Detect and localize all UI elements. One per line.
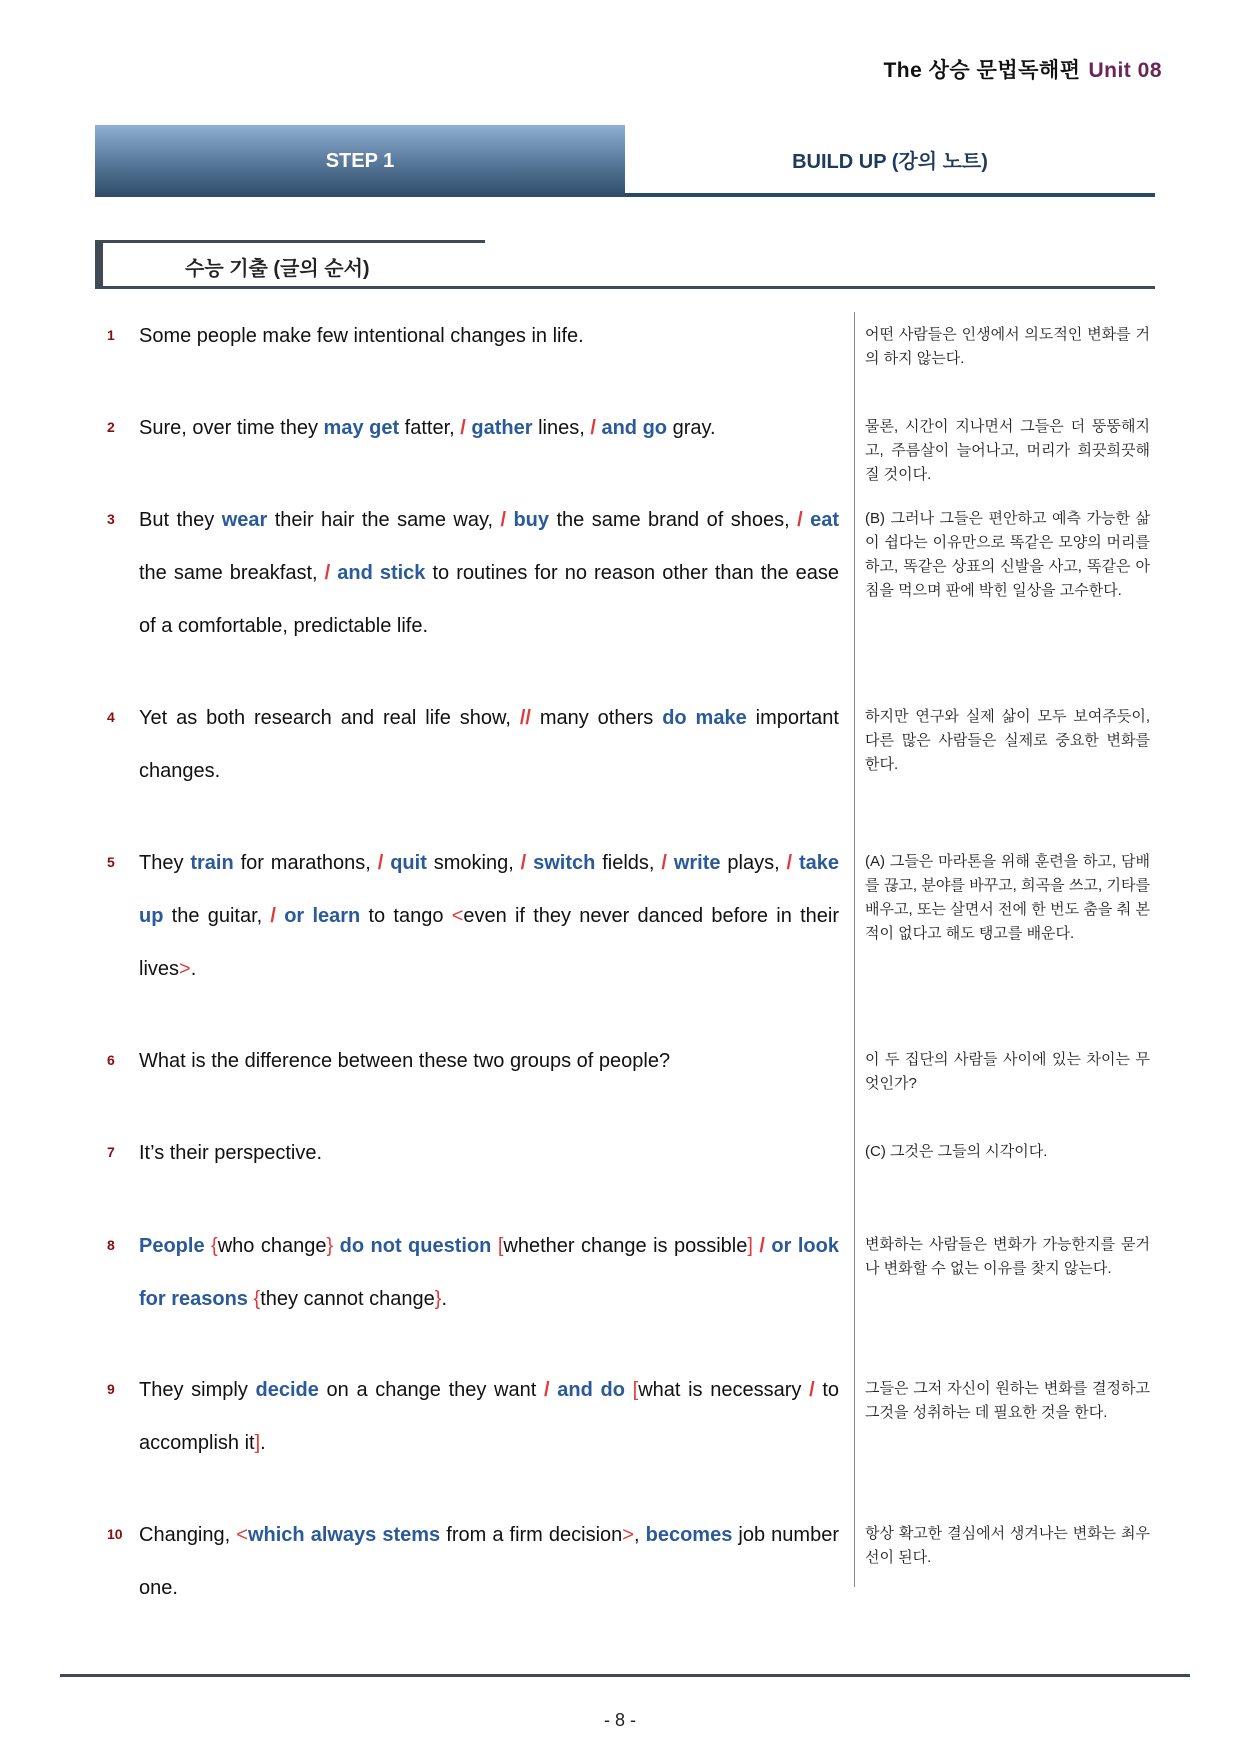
- text-run: [803, 509, 810, 531]
- column-divider: [854, 312, 855, 1587]
- slash-marker: /: [661, 852, 667, 874]
- text-run: they cannot change: [260, 1288, 435, 1310]
- text-run: on a change they want: [318, 1379, 544, 1401]
- verb-highlight: do make: [662, 707, 747, 729]
- bracket-marker: [: [632, 1379, 639, 1401]
- text-run: what is necessary: [638, 1379, 810, 1401]
- slash-marker: /: [520, 852, 527, 874]
- korean-translation: 변화하는 사람들은 변화가 가능한지를 묻거나 변화할 수 없는 이유를 찾지 않는다.: [865, 1236, 1150, 1277]
- bracket-marker: }: [434, 1288, 442, 1310]
- verb-highlight: or learn: [284, 905, 361, 927]
- text-run: to accomplish it: [139, 1379, 840, 1454]
- slash-marker: /: [797, 509, 803, 531]
- korean-translation: 어떤 사람들은 인생에서 의도적인 변화를 거의 하지 않는다.: [865, 326, 1150, 367]
- slash-marker: /: [809, 1379, 815, 1401]
- text-run: whether change is possible: [503, 1235, 748, 1257]
- sentence-number: 2: [107, 419, 115, 435]
- english-sentence: [139, 1364, 839, 1470]
- verb-highlight: wear: [221, 509, 268, 531]
- text-run: to routines for no reason other than the ease of a comfortable, predictable life.: [139, 562, 840, 637]
- slash-marker: //: [519, 707, 531, 729]
- text-run: Sure, over time they: [139, 417, 324, 439]
- verb-highlight: and go: [601, 417, 668, 439]
- verb-highlight: and do: [557, 1379, 625, 1401]
- footer-rule: [60, 1674, 1190, 1677]
- bracket-marker: <: [236, 1524, 248, 1546]
- english-sentence: [139, 402, 839, 455]
- slash-marker: /: [590, 417, 596, 439]
- slash-marker: /: [786, 852, 793, 874]
- slash-marker: /: [377, 852, 384, 874]
- korean-translation: 물론, 시간이 지나면서 그들은 더 뚱뚱해지고, 주름살이 늘어나고, 머리가 희끗희끗해질 것이다.: [865, 418, 1150, 483]
- text-run: the same breakfast,: [139, 562, 325, 584]
- english-sentence: [139, 837, 839, 996]
- text-run: fatter,: [399, 417, 461, 439]
- text-run: .: [441, 1288, 448, 1310]
- sentence-number: 5: [107, 854, 115, 870]
- unit-label: Unit 08: [1088, 59, 1162, 82]
- verb-highlight: eat: [810, 509, 839, 531]
- section-title: 수능 기출 (글의 순서): [185, 258, 370, 280]
- sentence-number: 9: [107, 1381, 115, 1397]
- text-run: Yet as both research and real life show,: [139, 707, 520, 729]
- text-run: smoking,: [426, 852, 521, 874]
- text-run: ,: [633, 1524, 646, 1546]
- sentence-number: 7: [107, 1144, 115, 1160]
- text-run: their hair the same way,: [267, 509, 501, 531]
- text-run: They simply: [139, 1379, 256, 1401]
- text-run: even if they never danced before in their lives: [139, 905, 839, 980]
- verb-highlight: which always stems: [247, 1524, 441, 1546]
- verb-highlight: People: [139, 1235, 205, 1257]
- text-run: Some people make few intentional changes in life.: [139, 325, 584, 347]
- sentence-number: 8: [107, 1237, 115, 1253]
- sentence-number: 10: [107, 1526, 123, 1542]
- slash-marker: /: [460, 417, 466, 439]
- bracket-marker: >: [179, 958, 191, 980]
- verb-highlight: buy: [513, 509, 550, 531]
- text-run: gray.: [667, 417, 716, 439]
- bracket-marker: ]: [254, 1432, 261, 1454]
- slash-marker: /: [759, 1235, 765, 1257]
- text-run: who change: [217, 1235, 327, 1257]
- bracket-marker: >: [622, 1524, 634, 1546]
- english-sentence: [139, 1509, 839, 1615]
- slash-marker: /: [544, 1379, 550, 1401]
- verb-highlight: decide: [255, 1379, 319, 1401]
- verb-highlight: do not question: [339, 1235, 492, 1257]
- verb-highlight: becomes: [645, 1524, 733, 1546]
- step-underline: [625, 193, 1155, 197]
- page-number: - 8 -: [603, 1710, 636, 1730]
- book-title: The 상승 문법독해편: [883, 59, 1081, 82]
- verb-highlight: take up: [139, 852, 840, 927]
- bracket-marker: }: [326, 1235, 334, 1257]
- korean-translation: 하지만 연구와 실제 삶이 모두 보여주듯이, 다른 많은 사람들은 실제로 중요한 변화를 한다.: [865, 708, 1150, 773]
- text-run: .: [260, 1432, 266, 1454]
- step-title: [625, 125, 1155, 193]
- verb-highlight: switch: [533, 852, 596, 874]
- verb-highlight: and stick: [337, 562, 426, 584]
- text-run: [625, 1379, 633, 1401]
- sentence-number: 6: [107, 1052, 115, 1068]
- bracket-marker: {: [211, 1235, 218, 1257]
- korean-translation: 이 두 집단의 사람들 사이에 있는 차이는 무엇인가?: [865, 1051, 1150, 1092]
- text-run: job number one.: [139, 1524, 839, 1599]
- text-run: fields,: [595, 852, 662, 874]
- verb-highlight: may get: [323, 417, 400, 439]
- korean-translation: (A) 그들은 마라톤을 위해 훈련을 하고, 담배를 끊고, 분야를 바꾸고, 희곡을 쓰고, 기타를 배우고, 또는 살면서 전에 한 번도 춤을 춰 본 적이 없다고 해도 탱고를 배운다.: [865, 853, 1150, 942]
- text-run: [792, 852, 799, 874]
- verb-highlight: gather: [471, 417, 533, 439]
- slash-marker: /: [324, 562, 331, 584]
- korean-translation: 그들은 그저 자신이 원하는 변화를 결정하고 그것을 성취하는 데 필요한 것을 한다.: [865, 1380, 1150, 1421]
- text-run: .: [190, 958, 197, 980]
- text-run: lines,: [532, 417, 591, 439]
- text-run: the guitar,: [163, 905, 271, 927]
- slash-marker: /: [270, 905, 276, 927]
- section-left-bar: [95, 240, 103, 289]
- bracket-marker: {: [253, 1288, 261, 1310]
- english-sentence: [139, 1127, 839, 1180]
- bracket-marker: [: [497, 1235, 504, 1257]
- text-run: from a firm decision: [440, 1524, 623, 1546]
- text-run: What is the difference between these two groups of people?: [139, 1050, 671, 1072]
- text-run: Changing,: [139, 1524, 237, 1546]
- text-run: plays,: [720, 852, 787, 874]
- step-title-text: BUILD UP (강의 노트): [792, 150, 988, 173]
- text-run: [667, 852, 674, 874]
- verb-highlight: train: [190, 852, 234, 874]
- korean-translation: (B) 그러나 그들은 편안하고 예측 가능한 삶이 쉽다는 이유만으로 똑같은 모양의 머리를 하고, 똑같은 상표의 신발을 사고, 똑같은 아침을 먹으며 판에 박힌 일상을 고수한다.: [865, 510, 1150, 599]
- verb-highlight: write: [673, 852, 721, 874]
- bracket-marker: <: [451, 905, 464, 927]
- korean-translation: (C) 그것은 그들의 시각이다.: [865, 1143, 1048, 1160]
- korean-translation: 항상 확고한 결심에서 생겨나는 변화는 최우선이 된다.: [865, 1525, 1150, 1566]
- sentence-number: 1: [107, 327, 115, 343]
- text-run: They: [139, 852, 191, 874]
- english-sentence: [139, 494, 839, 653]
- text-run: important changes.: [139, 707, 839, 782]
- book-header: [883, 54, 1162, 84]
- text-run: [276, 905, 284, 927]
- verb-highlight: quit: [390, 852, 427, 874]
- bracket-marker: ]: [747, 1235, 753, 1257]
- english-sentence: [139, 692, 839, 798]
- text-run: But they: [139, 509, 222, 531]
- sentence-number: 4: [107, 709, 115, 725]
- step-label: STEP 1: [325, 149, 395, 172]
- text-run: the same brand of shoes,: [549, 509, 798, 531]
- text-run: to tango: [360, 905, 452, 927]
- english-sentence: [139, 310, 839, 363]
- text-run: many others: [530, 707, 663, 729]
- section-top-rule: [95, 240, 485, 243]
- sentence-number: 3: [107, 511, 115, 527]
- english-sentence: [139, 1220, 839, 1326]
- english-sentence: [139, 1035, 839, 1088]
- verb-highlight: or look for reasons: [139, 1235, 839, 1310]
- text-run: It’s their perspective.: [139, 1142, 323, 1164]
- text-run: for marathons,: [233, 852, 378, 874]
- step-label-bar: [95, 125, 625, 197]
- section-bottom-rule: [95, 286, 1155, 289]
- slash-marker: /: [500, 509, 507, 531]
